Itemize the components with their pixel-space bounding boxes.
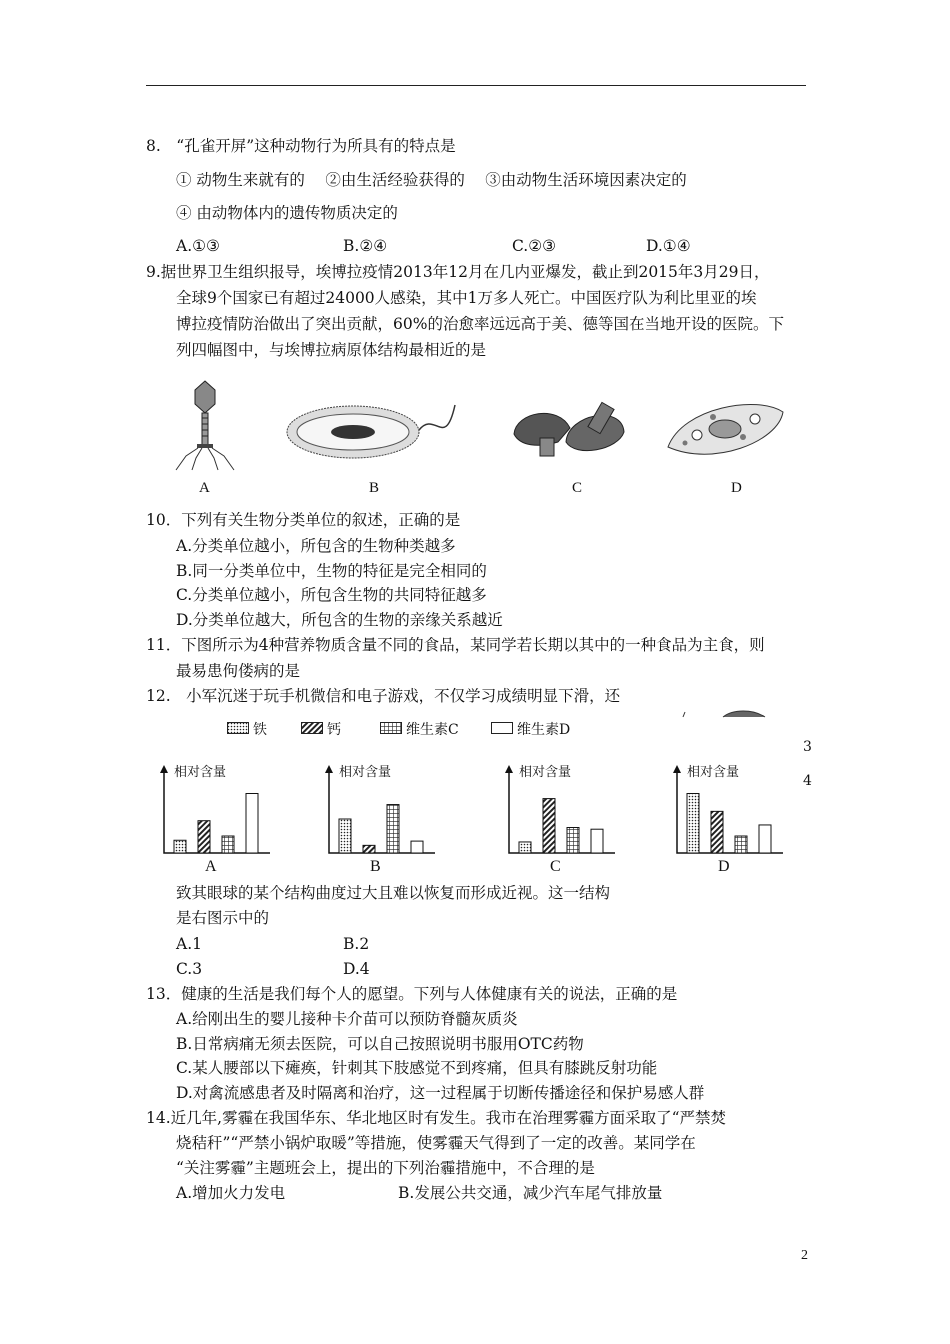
q11-line1: 11．下图所示为4种营养物质含量不同的食品，某同学若长期以其中的一种食品为主食，则	[146, 636, 765, 654]
eye-diagram-label-4: 4	[803, 773, 812, 789]
q13-option-c: C.某人腰部以下瘫痪，针刺其下肢感觉不到疼痛，但具有膝跳反射功能	[176, 1059, 658, 1077]
bacteriophage-image	[168, 378, 243, 473]
q10-option-a: A.分类单位越小，所包含的生物种类越多	[176, 537, 456, 555]
q13-option-d: D.对禽流感患者及时隔离和治疗，这一过程属于切断传播途径和保护易感人群	[176, 1084, 705, 1102]
page-number: 2	[801, 1248, 808, 1263]
bar-d-vitamin-c	[735, 836, 747, 853]
bar-d-iron	[687, 794, 699, 854]
legend-label-vitamin-c: 维生素C	[406, 722, 459, 738]
q9-label-c: C	[572, 480, 583, 496]
q12-option-c: C.3	[176, 960, 203, 978]
q9-line1: 9.据世界卫生组织报导，埃博拉疫情2013年12月在几内亚爆发，截止到2015年3月29日，	[146, 263, 770, 281]
mushroom-image	[508, 398, 630, 463]
legend-swatch-calcium	[301, 722, 323, 734]
y-axis-label: 相对含量	[339, 765, 392, 780]
bar-c-vitamin-c	[567, 828, 579, 854]
y-axis-label: 相对含量	[519, 765, 572, 780]
y-axis-arrow	[325, 765, 333, 773]
eye-diagram-fragment	[683, 710, 783, 718]
bar-c-iron	[519, 842, 531, 853]
bar-d-calcium	[711, 811, 723, 853]
y-axis-label: 相对含量	[174, 765, 227, 780]
q14-line3: “关注雾霾”主题班会上，提出的下列治霾措施中，不合理的是	[176, 1159, 595, 1177]
bar-c-calcium	[543, 799, 555, 853]
q13-option-a: A.给刚出生的婴儿接种卡介苗可以预防脊髓灰质炎	[176, 1010, 518, 1028]
y-axis-arrow	[160, 765, 168, 773]
q14-line2: 烧秸秆”“严禁小锅炉取暖”等措施，使雾霾天气得到了一定的改善。某同学在	[176, 1134, 696, 1152]
header-rule	[146, 85, 806, 86]
chart-label-c: C	[550, 858, 561, 875]
q10-option-c: C.分类单位越小，所包含生物的共同特征越多	[176, 586, 487, 604]
q12-line2: 致其眼球的某个结构曲度过大且难以恢复而形成近视。这一结构	[176, 884, 611, 902]
q9-line3: 博拉疫情防治做出了突出贡献，60%的治愈率远远高于美、德等国在当地开设的医院。下	[176, 315, 784, 333]
legend-swatch-iron	[227, 722, 249, 734]
q14-option-a: A.增加火力发电	[176, 1184, 286, 1202]
q8-option-b: B.②④	[343, 237, 388, 255]
paramecium-image	[663, 397, 788, 467]
q10-option-b: B.同一分类单位中，生物的特征是完全相同的	[176, 562, 487, 580]
q12-option-b: B.2	[343, 935, 370, 953]
bar-b-vitamin-c	[387, 805, 399, 853]
q12-option-d: D.4	[343, 960, 370, 978]
q8-line2: ④ 由动物体内的遗传物质决定的	[176, 204, 398, 222]
q12-line3: 是右图示中的	[176, 909, 270, 927]
bar-d-vitamin-d	[759, 825, 771, 853]
q14-line1: 14.近几年,雾霾在我国华东、华北地区时有发生。我市在治理雾霾方面采取了“严禁焚	[146, 1109, 727, 1127]
q10-stem: 10．下列有关生物分类单位的叙述，正确的是	[146, 511, 461, 529]
q13-stem: 13．健康的生活是我们每个人的愿望。下列与人体健康有关的说法，正确的是	[146, 985, 678, 1003]
q9-line2: 全球9个国家已有超过24000人感染，其中1万多人死亡。中国医疗队为利比里亚的埃	[176, 289, 757, 307]
q14-option-b: B.发展公共交通，减少汽车尾气排放量	[398, 1184, 663, 1202]
legend-swatch-vitamin-c	[380, 722, 402, 734]
eye-diagram-label-3: 3	[803, 739, 812, 755]
q8-option-c: C.②③	[512, 237, 557, 255]
q9-label-d: D	[731, 480, 742, 496]
bar-a-iron	[174, 840, 186, 853]
bar-a-calcium	[198, 821, 210, 853]
q11-line2: 最易患佝偻病的是	[176, 662, 301, 680]
q12-option-a: A.1	[176, 935, 202, 953]
legend-label-vitamin-d: 维生素D	[517, 722, 571, 738]
bacterium-image	[285, 400, 465, 465]
chart-label-d: D	[718, 858, 730, 875]
q8-stem: 8. “孔雀开屏”这种动物行为所具有的特点是	[146, 137, 456, 155]
q9-label-a: A	[199, 480, 210, 496]
q12-line1: 12. 小军沉迷于玩手机微信和电子游戏，不仅学习成绩明显下滑，还	[146, 687, 621, 705]
bar-b-iron	[339, 819, 351, 853]
bar-b-vitamin-d	[411, 841, 423, 853]
q8-option-d: D.①④	[646, 237, 691, 255]
bar-a-vitamin-c	[222, 836, 234, 853]
y-axis-arrow	[673, 765, 681, 773]
legend-label-calcium: 钙	[327, 722, 341, 738]
bar-a-vitamin-d	[246, 794, 258, 854]
q9-label-b: B	[369, 480, 380, 496]
legend-label-iron: 铁	[253, 722, 267, 738]
chart-label-a: A	[205, 858, 217, 875]
q13-option-b: B.日常病痛无须去医院，可以自己按照说明书服用OTC药物	[176, 1035, 584, 1053]
legend-swatch-vitamin-d	[491, 722, 513, 734]
y-axis-label: 相对含量	[687, 765, 740, 780]
q9-line4: 列四幅图中，与埃博拉病原体结构最相近的是	[176, 341, 487, 359]
q10-option-d: D.分类单位越大，所包含的生物的亲缘关系越近	[176, 611, 503, 629]
q8-line1: ① 动物生来就有的 ②由生活经验获得的 ③由动物生活环境因素决定的	[176, 171, 687, 189]
bar-b-calcium	[363, 845, 375, 853]
bar-c-vitamin-d	[591, 829, 603, 853]
chart-label-b: B	[370, 858, 381, 875]
q8-option-a: A.①③	[176, 237, 220, 255]
y-axis-arrow	[505, 765, 513, 773]
